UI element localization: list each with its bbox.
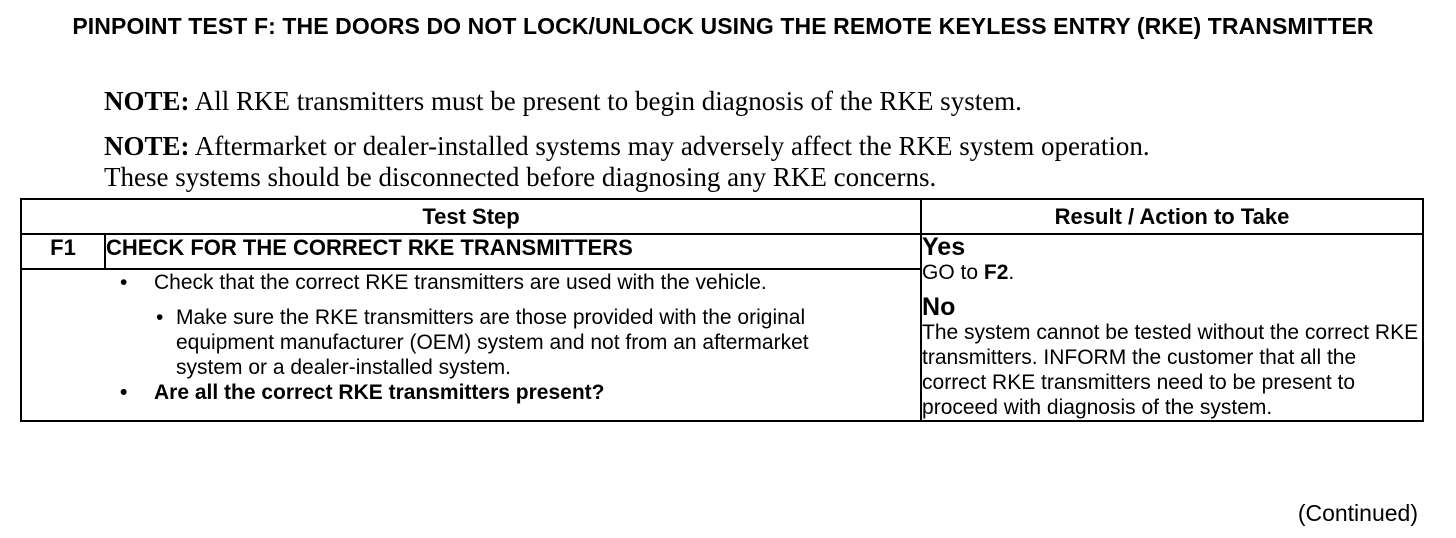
bullet-text: Make sure the RKE transmitters are those provided with the original equipment manufacturer (OEM) system and not from an aftermarket system or a dealer-installed system. <box>176 306 809 379</box>
page-title: PINPOINT TEST F: THE DOORS DO NOT LOCK/UNLOCK USING THE REMOTE KEYLESS ENTRY (RKE) TRANSMITTER <box>72 13 1374 39</box>
result-cell <box>921 234 1423 421</box>
step-content <box>21 269 921 421</box>
result-yes-prefix: GO to <box>922 261 984 284</box>
result-yes-label: Yes <box>922 233 966 261</box>
note-transmitters-present <box>104 86 1022 117</box>
list-item <box>22 270 920 295</box>
list-item <box>22 380 920 405</box>
result-no-label: No <box>922 293 956 321</box>
note-text: Aftermarket or dealer-installed systems may adversely affect the RKE system operation. These systems should be disconnected before diagnosing any RKE concerns. <box>104 131 1150 192</box>
note-label: NOTE: <box>104 131 190 161</box>
result-yes-action <box>922 260 1422 285</box>
bullet-mark: • <box>120 381 128 404</box>
bullet-mark: • <box>120 271 128 294</box>
table-header-row <box>21 199 1423 234</box>
header-result-action: Result / Action to Take <box>921 199 1423 234</box>
list-item <box>22 305 920 380</box>
step-id: F1 <box>21 234 105 269</box>
header-test-step: Test Step <box>21 199 921 234</box>
pinpoint-test-table <box>20 198 1424 422</box>
bullet-mark: • <box>156 306 164 329</box>
continued-label: (Continued) <box>1297 500 1418 526</box>
bullet-text: Check that the correct RKE transmitters are used with the vehicle. <box>154 271 767 294</box>
note-text: All RKE transmitters must be present to begin diagnosis of the RKE system. <box>194 86 1022 116</box>
result-yes-link[interactable]: F2 <box>983 261 1009 284</box>
step-heading-row <box>21 234 1423 269</box>
note-label: NOTE: <box>104 86 190 116</box>
result-yes-suffix: . <box>1008 261 1015 284</box>
note-aftermarket-systems <box>104 131 1214 193</box>
bullet-text-question: Are all the correct RKE transmitters present? <box>154 381 605 404</box>
step-heading: CHECK FOR THE CORRECT RKE TRANSMITTERS <box>105 234 921 269</box>
result-no-action: The system cannot be tested without the correct RKE transmitters. INFORM the customer that all the correct RKE transmitters need to be present to proceed with diagnosis of the system. <box>922 321 1419 419</box>
